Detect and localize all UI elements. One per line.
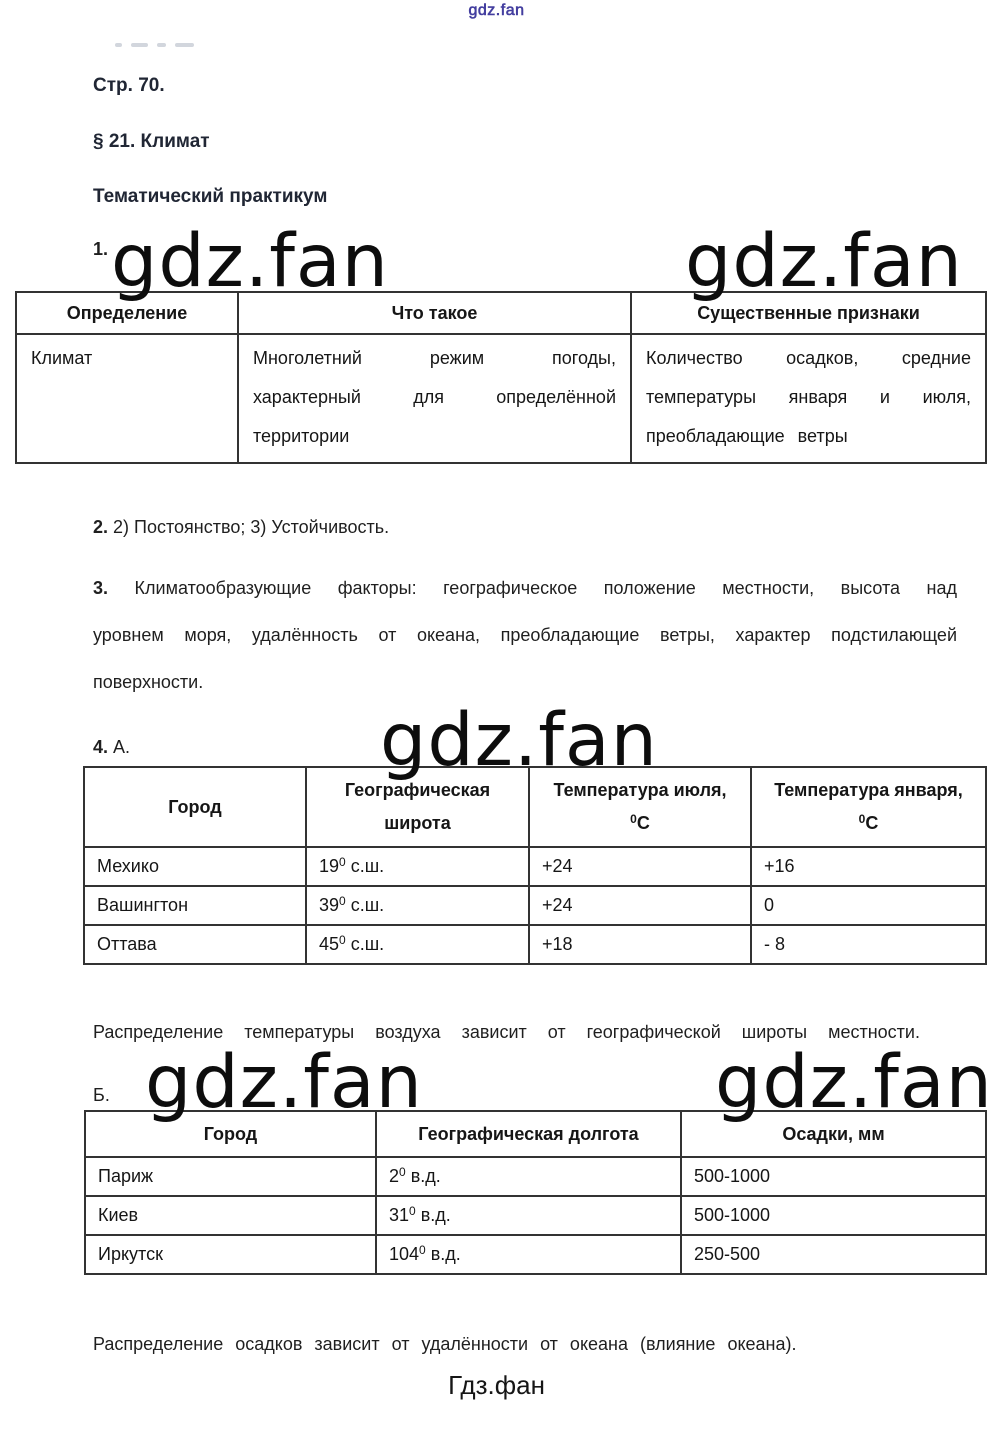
- cell-longitude: $104^0$ в.д.: [376, 1235, 681, 1274]
- column-header: Осадки, мм: [681, 1111, 986, 1157]
- cell-definition: Многолетний режим погоды, характерный для определённой территории: [238, 334, 631, 463]
- site-watermark-big: gdz.fan: [685, 219, 963, 304]
- item-1-row: [93, 219, 993, 304]
- table-row: [85, 1196, 986, 1235]
- section-title: § 21. Климат: [93, 131, 210, 152]
- cell-city: Оттава: [84, 925, 306, 964]
- conclusion-temperature: Распределение температуры воздуха зависит от географической широты местности.: [93, 1022, 920, 1042]
- cell-july-temp: +24: [529, 847, 751, 886]
- cell-january-temp: - 8: [751, 925, 986, 964]
- item-3-text: 3. Климатообразующие факторы: географическое положение местности, высота над уровнем моря, удалённость от океана, преобладающие ветры, характер подстилающей поверхности.: [93, 578, 957, 692]
- cell-city: Иркутск: [85, 1235, 376, 1274]
- column-header: Город: [85, 1111, 376, 1157]
- subtitle: Тематический практикум: [93, 186, 328, 207]
- column-header: Что такое: [238, 292, 631, 334]
- item-4-number: 4. А.: [93, 737, 131, 757]
- site-watermark-big: gdz.fan: [715, 1040, 993, 1125]
- cell-january-temp: 0: [751, 886, 986, 925]
- cell-longitude: $31^0$ в.д.: [376, 1196, 681, 1235]
- table-row: [16, 334, 986, 463]
- cell-july-temp: +24: [529, 886, 751, 925]
- cell-city: Мехико: [84, 847, 306, 886]
- conclusion-precipitation: Распределение осадков зависит от удалённости от океана (влияние океана).: [93, 1334, 797, 1354]
- city-precipitation-table: [84, 1110, 987, 1275]
- cell-features: Количество осадков, средние температуры января и июля, преобладающие ветры: [631, 334, 986, 463]
- column-header: Географическая долгота: [376, 1111, 681, 1157]
- item-b-row: [93, 1040, 993, 1125]
- table-row: [84, 847, 986, 886]
- site-footer-label: Гдз.фан: [448, 1370, 545, 1400]
- column-header: Температура января, $^0$С: [751, 767, 986, 847]
- item-b-letter: Б.: [93, 1085, 110, 1105]
- item-4-row: [93, 698, 993, 783]
- scan-artifact: [115, 43, 993, 53]
- cell-longitude: $2^0$ в.д.: [376, 1157, 681, 1196]
- cell-term: Климат: [16, 334, 238, 463]
- item-2-text: 2. 2) Постоянство; 3) Устойчивость.: [93, 517, 390, 537]
- table-row: [85, 1157, 986, 1196]
- cell-july-temp: +18: [529, 925, 751, 964]
- city-temperature-table: [83, 766, 987, 965]
- cell-january-temp: +16: [751, 847, 986, 886]
- column-header: Температура июля, $^0$С: [529, 767, 751, 847]
- cell-precipitation: 500-1000: [681, 1196, 986, 1235]
- cell-precipitation: 500-1000: [681, 1157, 986, 1196]
- site-watermark-big: gdz.fan: [111, 219, 389, 304]
- item-1-number: 1.: [93, 239, 109, 259]
- item-2-number: 2.: [93, 517, 109, 537]
- column-header: Определение: [16, 292, 238, 334]
- site-watermark-top: gdz.fan: [468, 2, 525, 19]
- column-header: Город: [84, 767, 306, 847]
- scan-artifact-dash: [131, 43, 148, 47]
- cell-latitude: $39^0$ с.ш.: [306, 886, 529, 925]
- table-row: [84, 886, 986, 925]
- cell-precipitation: 250-500: [681, 1235, 986, 1274]
- scan-artifact-dash: [115, 43, 122, 47]
- cell-city: Вашингтон: [84, 886, 306, 925]
- scan-artifact-dash: [157, 43, 166, 47]
- cell-latitude: $19^0$ с.ш.: [306, 847, 529, 886]
- cell-latitude: $45^0$ с.ш.: [306, 925, 529, 964]
- column-header: Существенные признаки: [631, 292, 986, 334]
- item-3-number: 3.: [93, 578, 109, 598]
- page-reference: Стр. 70.: [93, 75, 165, 96]
- table-row: [85, 1235, 986, 1274]
- definition-table: [15, 291, 987, 464]
- scan-artifact-dash: [175, 43, 194, 47]
- cell-city: Париж: [85, 1157, 376, 1196]
- table-row: [84, 925, 986, 964]
- site-watermark-big: gdz.fan: [380, 698, 658, 783]
- column-header: Географическая широта: [306, 767, 529, 847]
- site-watermark-big: gdz.fan: [145, 1040, 423, 1125]
- cell-city: Киев: [85, 1196, 376, 1235]
